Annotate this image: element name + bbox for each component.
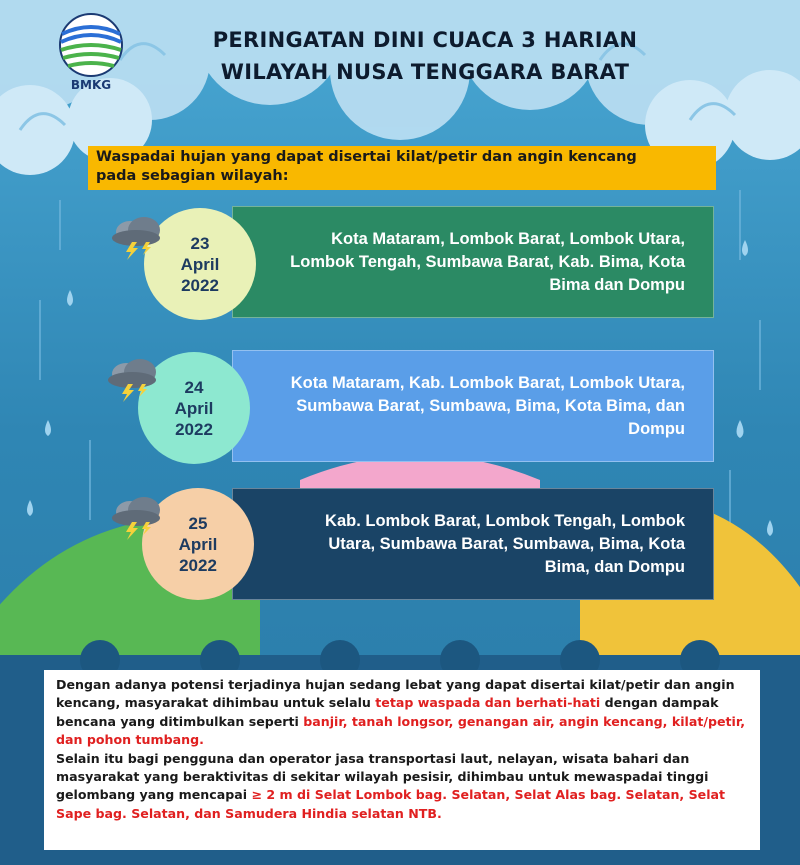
date-day: 23	[190, 233, 210, 253]
date-day: 24	[184, 377, 204, 397]
title-line-1: PERINGATAN DINI CUACA 3 HARIAN	[212, 28, 638, 52]
title-line-2: WILAYAH NUSA TENGGARA BARAT	[220, 60, 630, 84]
area-line: Bima, dan Dompu	[544, 557, 685, 576]
area-line: Kota Mataram, Kab. Lombok Barat, Lombok Utara,	[290, 373, 685, 392]
advisory-highlight: tetap waspada dan berhati-hati	[375, 695, 601, 711]
date-year: 2022	[179, 555, 217, 575]
advisory-note	[44, 670, 760, 850]
advisory-paragraph-1	[56, 676, 748, 750]
page-title	[150, 24, 700, 88]
date-day: 25	[188, 513, 208, 533]
advisory-paragraph-2	[56, 750, 748, 824]
area-line: Sumbawa Barat, Sumbawa, Bima, Kota Bima, dan	[296, 396, 685, 415]
area-line: Lombok Tengah, Sumbawa Barat, Kab. Bima, Kota	[290, 252, 685, 271]
forecast-areas-day-2	[291, 372, 685, 441]
date-year: 2022	[181, 275, 219, 295]
forecast-card-day-1	[232, 206, 714, 318]
forecast-card-day-3	[232, 488, 714, 600]
date-month: April	[178, 534, 218, 554]
thunderstorm-icon	[108, 212, 166, 260]
warning-line-2: pada sebagian wilayah:	[96, 168, 289, 184]
forecast-areas-day-3	[325, 510, 685, 579]
date-year: 2022	[175, 419, 213, 439]
bmkg-logo-icon	[56, 12, 126, 78]
advisory-text: Selain itu bagi pengguna dan operator jasa transportasi laut, nelayan, wisata bahari dan masyarakat yang beraktivitas di sekitar wilayah pesisir, dihimbau untuk mewaspadai tinggi gelombang yang mencapai	[56, 750, 709, 803]
advisory-text: dengan dampak bencana yang ditimbulkan seperti	[56, 695, 719, 729]
area-line: Kab. Lombok Barat, Lombok Tengah, Lombok	[325, 511, 685, 530]
advisory-text: Dengan adanya potensi terjadinya hujan sedang lebat yang dapat disertai kilat/petir dan angin kencang, masyarakat dihimbau untuk selalu	[56, 677, 735, 711]
bmkg-logo	[56, 12, 126, 98]
bmkg-logo-text: BMKG	[70, 78, 112, 92]
area-line: Bima dan Dompu	[549, 275, 685, 294]
advisory-highlight: ≥ 2 m di Selat Lombok bag. Selatan, Selat Alas bag. Selatan, Selat Sape bag. Selatan, dan Samudera Hindia selatan NTB.	[56, 787, 726, 821]
advisory-highlight: banjir, tanah longsor, genangan air, angin kencang, kilat/petir, dan pohon tumbang.	[56, 713, 746, 748]
forecast-card-day-2	[232, 350, 714, 462]
area-line: Utara, Sumbawa Barat, Sumbawa, Bima, Kota	[328, 534, 685, 553]
forecast-areas-day-1	[290, 228, 685, 297]
thunderstorm-icon	[104, 354, 162, 402]
thunderstorm-icon	[108, 492, 166, 540]
area-line: Kota Mataram, Lombok Barat, Lombok Utara,	[331, 229, 685, 248]
date-month: April	[180, 254, 220, 274]
date-month: April	[174, 398, 214, 418]
warning-line-1: Waspadai hujan yang dapat disertai kilat/petir dan angin kencang	[96, 149, 637, 165]
area-line: Dompu	[628, 419, 685, 438]
warning-banner	[88, 146, 716, 190]
